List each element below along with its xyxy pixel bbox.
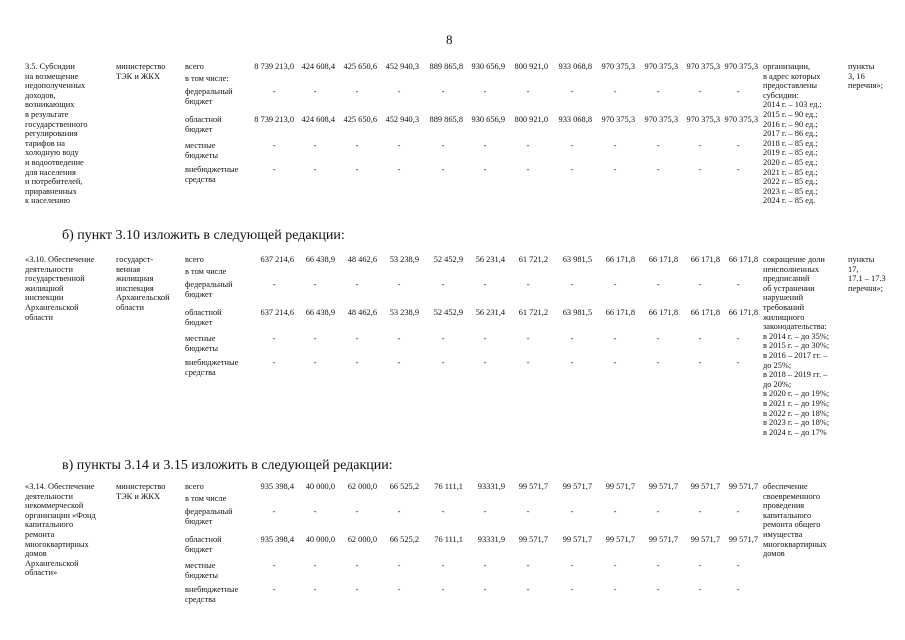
funding-value: 62 000,0: [347, 482, 377, 491]
item-name: «3.10. Обеспечение деятельности государственной жилищной инспекции Архангельской области: [25, 255, 95, 322]
funding-value: -: [397, 585, 401, 594]
funding-value: 935 398,4: [260, 535, 294, 544]
funding-value: -: [441, 87, 445, 96]
funding-value: 800 921,0: [514, 115, 548, 124]
funding-value: -: [526, 141, 530, 150]
funding-value: 970 375,3: [601, 115, 635, 124]
funding-value: -: [313, 507, 317, 516]
funding-value: -: [698, 87, 702, 96]
item-name: «3.14. Обеспечение деятельности некоммерческой организации «Фонд капитального ремонта многоквартирных домов Архангельской области»: [25, 482, 96, 578]
funding-value: -: [272, 141, 276, 150]
funding-value: 99 571,7: [648, 482, 678, 491]
funding-value: -: [441, 507, 445, 516]
funding-value: -: [656, 585, 660, 594]
funding-value: 970 375,3: [686, 62, 720, 71]
funding-value: -: [613, 280, 617, 289]
funding-value: 99 571,7: [518, 535, 548, 544]
funding-value: 425 650,6: [343, 115, 377, 124]
section-heading-b: б) пункт 3.10 изложить в следующей редакции:: [62, 228, 345, 243]
funding-value: -: [397, 334, 401, 343]
funding-value: 61 721,2: [518, 308, 548, 317]
funding-value: -: [570, 585, 574, 594]
funding-value: -: [313, 561, 317, 570]
funding-value: -: [736, 561, 740, 570]
funding-value: -: [355, 280, 359, 289]
funding-value: -: [397, 141, 401, 150]
funding-value: 424 608,4: [301, 115, 335, 124]
funding-value: -: [355, 507, 359, 516]
funding-value: -: [736, 280, 740, 289]
funding-value: 66 438,9: [305, 308, 335, 317]
item-executor: государст- венная жилищная инспекция Архангельской области: [116, 255, 170, 312]
funding-source: областной бюджет: [185, 535, 222, 554]
funding-source: всего: [185, 482, 204, 491]
funding-value: 76 111,1: [434, 482, 463, 491]
funding-source: федеральный бюджет: [185, 507, 233, 526]
funding-value: -: [355, 141, 359, 150]
funding-value: -: [656, 334, 660, 343]
funding-value: -: [698, 358, 702, 367]
funding-value: -: [355, 585, 359, 594]
funding-value: -: [272, 561, 276, 570]
funding-value: -: [355, 334, 359, 343]
funding-value: -: [397, 165, 401, 174]
funding-value: 99 571,7: [562, 535, 592, 544]
funding-value: -: [656, 87, 660, 96]
funding-value: -: [526, 358, 530, 367]
funding-value: 637 214,6: [260, 308, 294, 317]
funding-source: в том числе:: [185, 74, 229, 83]
funding-value: -: [736, 87, 740, 96]
funding-value: 40 000,0: [305, 535, 335, 544]
funding-value: -: [613, 585, 617, 594]
funding-value: -: [526, 507, 530, 516]
funding-value: 66 438,9: [305, 255, 335, 264]
funding-value: -: [313, 280, 317, 289]
funding-value: -: [441, 141, 445, 150]
funding-value: -: [483, 87, 487, 96]
funding-value: 424 608,4: [301, 62, 335, 71]
funding-value: -: [526, 585, 530, 594]
item-reference: пункты 17, 17.1 – 17.3 перечня»;: [848, 255, 886, 293]
item-result: обеспечение своевременного проведения капитального ремонта общего имущества многоквартирных домов: [763, 482, 827, 559]
funding-value: 99 571,7: [605, 535, 635, 544]
funding-value: 40 000,0: [305, 482, 335, 491]
funding-value: 62 000,0: [347, 535, 377, 544]
funding-value: -: [483, 141, 487, 150]
funding-value: -: [698, 141, 702, 150]
funding-value: -: [613, 165, 617, 174]
funding-source: в том числе: [185, 267, 227, 276]
funding-source: в том числе: [185, 494, 227, 503]
funding-value: 93331,9: [477, 535, 505, 544]
funding-source: всего: [185, 62, 204, 71]
funding-value: -: [736, 334, 740, 343]
funding-value: -: [272, 585, 276, 594]
funding-value: 889 865,8: [429, 62, 463, 71]
funding-source: федеральный бюджет: [185, 87, 233, 106]
funding-value: 8 739 213,0: [254, 62, 294, 71]
funding-value: -: [656, 561, 660, 570]
funding-source: областной бюджет: [185, 308, 222, 327]
funding-value: -: [613, 358, 617, 367]
funding-value: 63 981,5: [562, 255, 592, 264]
funding-source: внебюджетные средства: [185, 585, 239, 604]
funding-value: 66 171,8: [605, 255, 635, 264]
funding-value: -: [313, 358, 317, 367]
funding-value: -: [441, 334, 445, 343]
funding-value: -: [570, 507, 574, 516]
funding-value: -: [698, 165, 702, 174]
funding-source: внебюджетные средства: [185, 165, 239, 184]
funding-value: 930 656,9: [471, 62, 505, 71]
funding-source: всего: [185, 255, 204, 264]
funding-value: -: [441, 280, 445, 289]
funding-value: 93331,9: [477, 482, 505, 491]
funding-value: 970 375,3: [644, 62, 678, 71]
funding-value: -: [736, 585, 740, 594]
funding-value: -: [613, 507, 617, 516]
funding-value: -: [698, 280, 702, 289]
funding-value: -: [355, 165, 359, 174]
funding-value: -: [656, 165, 660, 174]
funding-value: -: [526, 165, 530, 174]
page-number: 8: [446, 32, 453, 47]
funding-source: федеральный бюджет: [185, 280, 233, 299]
funding-value: -: [613, 141, 617, 150]
funding-value: 99 571,7: [605, 482, 635, 491]
funding-value: -: [313, 165, 317, 174]
funding-value: -: [313, 585, 317, 594]
funding-value: 48 462,6: [347, 255, 377, 264]
funding-value: -: [613, 561, 617, 570]
item-result: сокращение доли неисполненных предписаний об устранении нарушений требований жилищного законодательства: в 2014 г. – до 35%; в 2015 г. – до 30%; в 2016 – 2017 гг. – до 25%; в 2018 – 2019 гг. – до 20%; в 2020 г. – до 19%; в 2021 г. – до 19%; в 2022 г. – до 18%; в 2023 г. – до 18%; в 2024 г. – до 17%: [763, 255, 830, 437]
funding-value: 99 571,7: [562, 482, 592, 491]
item-executor: министерство ТЭК и ЖКХ: [116, 62, 166, 81]
funding-value: 800 921,0: [514, 62, 548, 71]
funding-value: 53 238,9: [389, 308, 419, 317]
funding-value: 56 231,4: [475, 308, 505, 317]
funding-value: 425 650,6: [343, 62, 377, 71]
funding-value: 66 171,8: [690, 308, 720, 317]
funding-value: -: [698, 561, 702, 570]
funding-value: -: [272, 165, 276, 174]
funding-value: -: [613, 87, 617, 96]
funding-value: -: [397, 87, 401, 96]
funding-value: -: [355, 358, 359, 367]
funding-value: -: [698, 585, 702, 594]
item-executor: министерство ТЭК и ЖКХ: [116, 482, 166, 501]
funding-value: 935 398,4: [260, 482, 294, 491]
funding-value: -: [441, 165, 445, 174]
funding-value: 76 111,1: [434, 535, 463, 544]
funding-value: 452 940,3: [385, 62, 419, 71]
funding-value: -: [483, 585, 487, 594]
funding-value: -: [355, 561, 359, 570]
funding-value: -: [441, 358, 445, 367]
funding-value: -: [272, 358, 276, 367]
funding-source: областной бюджет: [185, 115, 222, 134]
funding-value: -: [483, 165, 487, 174]
funding-value: -: [313, 334, 317, 343]
funding-value: -: [483, 507, 487, 516]
funding-value: -: [570, 141, 574, 150]
funding-value: 66 171,8: [648, 255, 678, 264]
funding-value: 52 452,9: [433, 308, 463, 317]
funding-value: 970 375,3: [686, 115, 720, 124]
funding-value: 8 739 213,0: [254, 115, 294, 124]
funding-value: -: [272, 87, 276, 96]
funding-value: -: [570, 165, 574, 174]
funding-value: 52 452,9: [433, 255, 463, 264]
funding-value: 99 571,7: [518, 482, 548, 491]
funding-value: 970 375,3: [601, 62, 635, 71]
funding-value: -: [526, 87, 530, 96]
funding-source: внебюджетные средства: [185, 358, 239, 377]
funding-value: -: [483, 358, 487, 367]
funding-value: 889 865,8: [429, 115, 463, 124]
funding-value: -: [441, 585, 445, 594]
funding-value: -: [570, 280, 574, 289]
funding-value: -: [355, 87, 359, 96]
funding-value: 970 375,3: [724, 62, 758, 71]
funding-value: 48 462,6: [347, 308, 377, 317]
item-name: 3.5. Субсидии на возмещение недополученных доходов, возникающих в результате государственного регулирования тарифов на холодную воду и водоотведение для населения и потребителей, приравненных к населению: [25, 62, 88, 206]
funding-value: -: [313, 87, 317, 96]
funding-value: -: [483, 334, 487, 343]
funding-value: 933 068,8: [558, 62, 592, 71]
funding-value: -: [570, 334, 574, 343]
funding-source: местные бюджеты: [185, 141, 219, 160]
funding-value: -: [397, 561, 401, 570]
funding-value: 53 238,9: [389, 255, 419, 264]
funding-value: 61 721,2: [518, 255, 548, 264]
funding-value: -: [656, 141, 660, 150]
funding-value: 66 171,8: [690, 255, 720, 264]
funding-value: -: [656, 280, 660, 289]
funding-value: 66 525,2: [389, 535, 419, 544]
section-heading-v: в) пункты 3.14 и 3.15 изложить в следующей редакции:: [62, 458, 393, 473]
funding-value: -: [570, 561, 574, 570]
funding-value: -: [736, 165, 740, 174]
funding-value: -: [570, 358, 574, 367]
funding-value: 99 571,7: [728, 482, 758, 491]
funding-value: -: [272, 507, 276, 516]
funding-value: 99 571,7: [648, 535, 678, 544]
funding-value: 970 375,3: [644, 115, 678, 124]
funding-value: -: [397, 507, 401, 516]
item-result: организации, в адрес которых предоставлены субсидии: 2014 г. – 103 ед.; 2015 г. – 90 ед.; 2016 г. – 90 ед.; 2017 г. – 86 ед.; 2018 г. – 85 ед.; 2019 г. – 85 ед.; 2020 г. – 85 ед.; 2021 г. – 85 ед.; 2022 г. – 85 ед.; 2023 г. – 85 ед.; 2024 г. – 85 ед.: [763, 62, 822, 206]
funding-value: 63 981,5: [562, 308, 592, 317]
funding-value: -: [698, 334, 702, 343]
funding-value: -: [397, 280, 401, 289]
funding-value: -: [526, 280, 530, 289]
funding-value: 66 525,2: [389, 482, 419, 491]
funding-value: -: [656, 358, 660, 367]
funding-source: местные бюджеты: [185, 334, 219, 353]
funding-value: -: [698, 507, 702, 516]
item-reference: пункты 3, 16 перечня»;: [848, 62, 883, 91]
funding-value: -: [613, 334, 617, 343]
funding-value: 66 171,8: [728, 308, 758, 317]
funding-source: местные бюджеты: [185, 561, 219, 580]
funding-value: 99 571,7: [728, 535, 758, 544]
funding-value: 933 068,8: [558, 115, 592, 124]
funding-value: -: [272, 280, 276, 289]
funding-value: -: [526, 334, 530, 343]
funding-value: 930 656,9: [471, 115, 505, 124]
funding-value: 66 171,8: [605, 308, 635, 317]
funding-value: -: [397, 358, 401, 367]
funding-value: -: [313, 141, 317, 150]
funding-value: 99 571,7: [690, 535, 720, 544]
funding-value: -: [656, 507, 660, 516]
funding-value: -: [272, 334, 276, 343]
funding-value: -: [483, 561, 487, 570]
funding-value: 970 375,3: [724, 115, 758, 124]
funding-value: -: [526, 561, 530, 570]
funding-value: -: [483, 280, 487, 289]
funding-value: -: [736, 358, 740, 367]
funding-value: 66 171,8: [648, 308, 678, 317]
funding-value: -: [570, 87, 574, 96]
funding-value: -: [736, 141, 740, 150]
funding-value: 637 214,6: [260, 255, 294, 264]
funding-value: -: [441, 561, 445, 570]
funding-value: 99 571,7: [690, 482, 720, 491]
funding-value: 66 171,8: [728, 255, 758, 264]
funding-value: 56 231,4: [475, 255, 505, 264]
funding-value: 452 940,3: [385, 115, 419, 124]
funding-value: -: [736, 507, 740, 516]
